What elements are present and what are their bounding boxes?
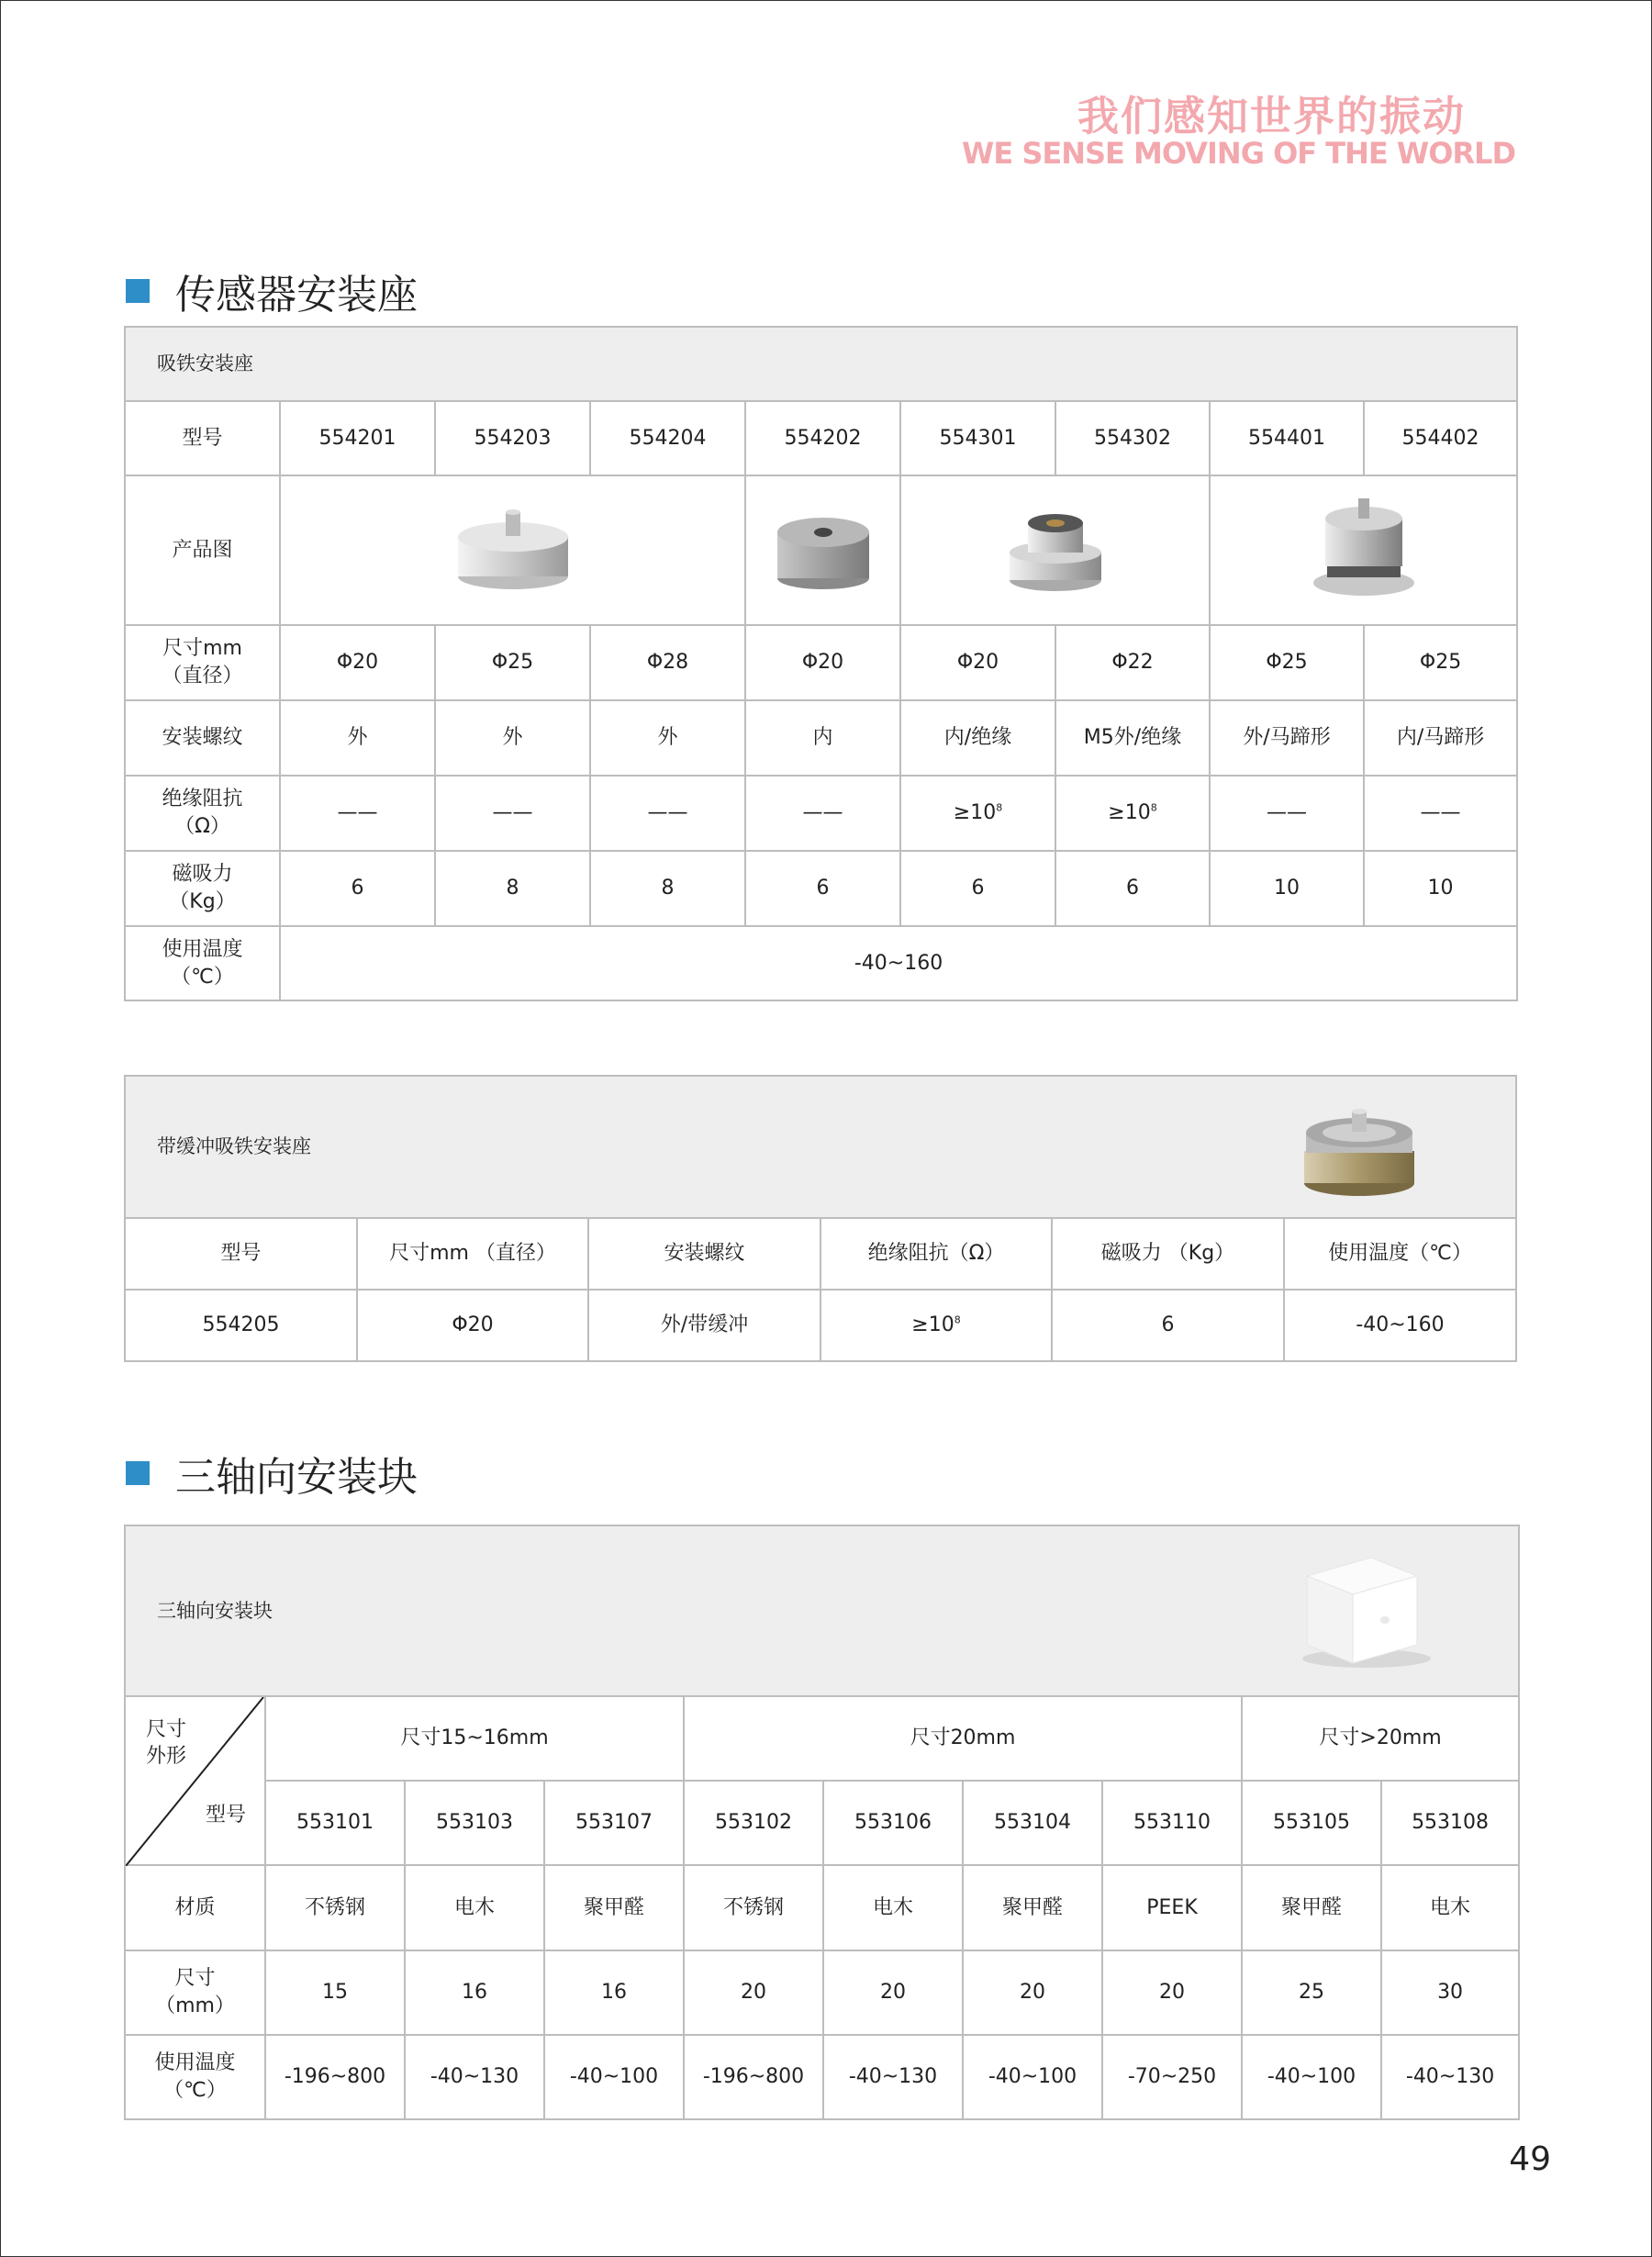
section-title-triaxial	[126, 1444, 418, 1503]
model-cell: 554205	[125, 1290, 357, 1361]
material-cell: PEEK	[1102, 1865, 1242, 1950]
column-header: 使用温度（℃）	[1284, 1218, 1516, 1290]
label-line: 尺寸	[174, 1967, 216, 1991]
model-cell: 553105	[1242, 1781, 1381, 1865]
size-cell: Φ28	[590, 625, 745, 700]
model-cell: 554203	[435, 401, 590, 475]
model-cell: 554201	[280, 401, 435, 475]
diagonal-bottom-label: 型号	[205, 1804, 246, 1827]
model-cell: 553108	[1381, 1781, 1519, 1865]
label-line: 外形	[146, 1744, 187, 1768]
label-line: 使用温度	[154, 2051, 236, 2075]
column-header: 安装螺纹	[588, 1218, 820, 1290]
table3-group-row	[125, 1696, 1519, 1781]
magnetic-cell: 6	[900, 851, 1055, 926]
model-cell: 553107	[544, 1781, 684, 1865]
table3-caption-text: 三轴向安装块	[157, 1599, 273, 1622]
temperature-cell: -40~130	[1381, 2035, 1519, 2119]
label-line: （Kg）	[169, 890, 236, 913]
row-label-insulation	[125, 776, 280, 851]
table1-model-row	[125, 401, 1517, 475]
model-cell: 553110	[1102, 1781, 1242, 1865]
label-line: 磁吸力	[172, 863, 233, 887]
exponent: 8	[1150, 801, 1157, 814]
material-cell: 不锈钢	[265, 1865, 405, 1950]
temperature-cell: -40~100	[1242, 2035, 1381, 2119]
material-cell: 电木	[823, 1865, 963, 1950]
table1-size-row	[125, 625, 1517, 700]
row-label-image: 产品图	[125, 475, 280, 625]
triaxial-block-table	[124, 1525, 1520, 2120]
column-header: 尺寸mm （直径）	[357, 1218, 588, 1290]
thread-cell: 内/绝缘	[900, 700, 1055, 776]
model-cell: 553102	[684, 1781, 823, 1865]
label-line: 使用温度	[162, 937, 243, 961]
product-image-cell	[900, 475, 1210, 625]
magnetic-cell: 6	[745, 851, 900, 926]
magnetic-cell: 8	[435, 851, 590, 926]
label-line: 绝缘阻抗	[162, 788, 243, 811]
model-cell: 554302	[1055, 401, 1210, 475]
product-image-cell	[1210, 475, 1517, 625]
table1-image-row	[125, 475, 1517, 625]
temperature-cell: -40~100	[544, 2035, 684, 2119]
slogan-english: WE SENSE MOVING OF THE WORLD	[962, 136, 1515, 171]
insulation-cell	[900, 776, 1055, 851]
section-title-mounts	[126, 262, 418, 320]
model-cell: 554402	[1364, 401, 1517, 475]
row-label-temperature	[125, 926, 280, 1000]
table3-temperature-row	[125, 2035, 1519, 2119]
label-line: （℃）	[163, 2079, 227, 2102]
temperature-cell: -40~160	[280, 926, 1517, 1000]
material-cell: 聚甲醛	[963, 1865, 1102, 1950]
table2-header-row	[125, 1218, 1516, 1290]
row-label-size	[125, 1950, 265, 2035]
insulation-cell: ——	[1210, 776, 1364, 851]
magnetic-cell: 8	[590, 851, 745, 926]
model-cell: 554204	[590, 401, 745, 475]
temperature-cell: -40~100	[963, 2035, 1102, 2119]
table2-caption	[125, 1076, 1516, 1218]
size-cell: 16	[405, 1950, 544, 2035]
size-cell: Φ20	[357, 1290, 588, 1361]
knurled-magnet-external-thread-image	[449, 496, 577, 597]
thread-cell: 外/带缓冲	[588, 1290, 820, 1361]
size-cell: Φ20	[280, 625, 435, 700]
insulated-magnet-image	[1005, 496, 1106, 597]
table3-size-row	[125, 1950, 1519, 2035]
row-label-material: 材质	[125, 1865, 265, 1950]
table2-caption-text: 带缓冲吸铁安装座	[157, 1135, 311, 1158]
size-cell: Φ20	[745, 625, 900, 700]
label-line: 尺寸	[146, 1718, 187, 1741]
temperature-cell: -40~160	[1284, 1290, 1516, 1361]
diagonal-top-label	[146, 1717, 186, 1770]
insulation-cell	[820, 1290, 1052, 1361]
size-cell: 25	[1242, 1950, 1381, 2035]
model-cell: 554301	[900, 401, 1055, 475]
thread-cell: 外	[590, 700, 745, 776]
table1-magnetic-row	[125, 851, 1517, 926]
size-group-header: 尺寸20mm	[684, 1696, 1242, 1781]
size-cell: Φ25	[435, 625, 590, 700]
exponent: 8	[996, 801, 1003, 814]
table1-insulation-row	[125, 776, 1517, 851]
product-image-cell	[745, 475, 900, 625]
model-cell: 553104	[963, 1781, 1102, 1865]
size-cell: 20	[823, 1950, 963, 2035]
size-cell: 16	[544, 1950, 684, 2035]
size-group-header: 尺寸>20mm	[1242, 1696, 1519, 1781]
horseshoe-magnet-image	[1309, 491, 1419, 601]
magnetic-mount-table	[124, 326, 1518, 1001]
table1-temperature-row	[125, 926, 1517, 1000]
row-label-model: 型号	[125, 401, 280, 475]
size-cell: Φ25	[1364, 625, 1517, 700]
column-header: 型号	[125, 1218, 357, 1290]
row-label-size	[125, 625, 280, 700]
size-cell: 15	[265, 1950, 405, 2035]
column-header: 磁吸力 （Kg）	[1052, 1218, 1284, 1290]
table3-caption	[125, 1525, 1519, 1696]
model-cell: 553101	[265, 1781, 405, 1865]
page-number: 49	[1509, 2140, 1551, 2178]
magnetic-cell: 6	[280, 851, 435, 926]
label-line: （直径）	[162, 665, 243, 687]
insulation-value: ≥10	[953, 801, 997, 825]
temperature-cell: -40~130	[405, 2035, 544, 2119]
thread-cell: M5外/绝缘	[1055, 700, 1210, 776]
label-line: 尺寸mm	[162, 637, 242, 661]
section-marker-icon	[126, 279, 150, 303]
table2-data-row	[125, 1290, 1516, 1361]
insulation-cell: ——	[745, 776, 900, 851]
insulation-value: ≥10	[1108, 801, 1151, 825]
thread-cell: 内/马蹄形	[1364, 700, 1517, 776]
size-group-header: 尺寸15~16mm	[265, 1696, 684, 1781]
section-marker-icon	[126, 1461, 150, 1485]
size-cell: 20	[1102, 1950, 1242, 2035]
knurled-magnet-internal-thread-image	[773, 496, 874, 597]
size-cell: 20	[963, 1950, 1102, 2035]
model-cell: 554401	[1210, 401, 1364, 475]
slogan-chinese: 我们感知世界的振动	[1077, 92, 1466, 140]
product-image-cell	[280, 475, 745, 625]
insulation-value: ≥10	[911, 1313, 954, 1337]
triaxial-block-image	[1279, 1539, 1435, 1677]
section-title-text: 传感器安装座	[175, 272, 418, 318]
size-cell: 30	[1381, 1950, 1519, 2035]
size-cell: Φ25	[1210, 625, 1364, 700]
label-line: （mm）	[155, 1994, 235, 2017]
model-cell: 553103	[405, 1781, 544, 1865]
material-cell: 电木	[405, 1865, 544, 1950]
thread-cell: 外/马蹄形	[1210, 700, 1364, 776]
size-cell: Φ20	[900, 625, 1055, 700]
buffered-magnetic-mount-table	[124, 1075, 1517, 1362]
model-cell: 553106	[823, 1781, 963, 1865]
table3-material-row	[125, 1865, 1519, 1950]
insulation-cell: ——	[590, 776, 745, 851]
row-label-thread: 安装螺纹	[125, 700, 280, 776]
row-label-magnetic	[125, 851, 280, 926]
temperature-cell: -196~800	[265, 2035, 405, 2119]
buffered-magnet-image	[1295, 1091, 1423, 1201]
thread-cell: 内	[745, 700, 900, 776]
magnetic-cell: 6	[1055, 851, 1210, 926]
table3-model-row	[125, 1781, 1519, 1865]
magnetic-cell: 10	[1364, 851, 1517, 926]
table1-caption: 吸铁安装座	[125, 327, 1517, 401]
section-title-text: 三轴向安装块	[175, 1454, 418, 1501]
magnetic-cell: 10	[1210, 851, 1364, 926]
label-line: （Ω）	[174, 815, 230, 838]
temperature-cell: -196~800	[684, 2035, 823, 2119]
insulation-cell: ——	[1364, 776, 1517, 851]
column-header: 绝缘阻抗（Ω）	[820, 1218, 1052, 1290]
label-line: （℃）	[171, 965, 234, 989]
insulation-cell: ——	[435, 776, 590, 851]
material-cell: 聚甲醛	[1242, 1865, 1381, 1950]
material-cell: 聚甲醛	[544, 1865, 684, 1950]
exponent: 8	[954, 1313, 961, 1326]
size-cell: Φ22	[1055, 625, 1210, 700]
thread-cell: 外	[280, 700, 435, 776]
size-cell: 20	[684, 1950, 823, 2035]
insulation-cell	[1055, 776, 1210, 851]
row-label-temperature	[125, 2035, 265, 2119]
temperature-cell: -70~250	[1102, 2035, 1242, 2119]
material-cell: 电木	[1381, 1865, 1519, 1950]
insulation-cell: ——	[280, 776, 435, 851]
model-cell: 554202	[745, 401, 900, 475]
diagonal-header-cell	[125, 1696, 265, 1865]
material-cell: 不锈钢	[684, 1865, 823, 1950]
magnetic-cell: 6	[1052, 1290, 1284, 1361]
temperature-cell: -40~130	[823, 2035, 963, 2119]
thread-cell: 外	[435, 700, 590, 776]
table1-thread-row	[125, 700, 1517, 776]
